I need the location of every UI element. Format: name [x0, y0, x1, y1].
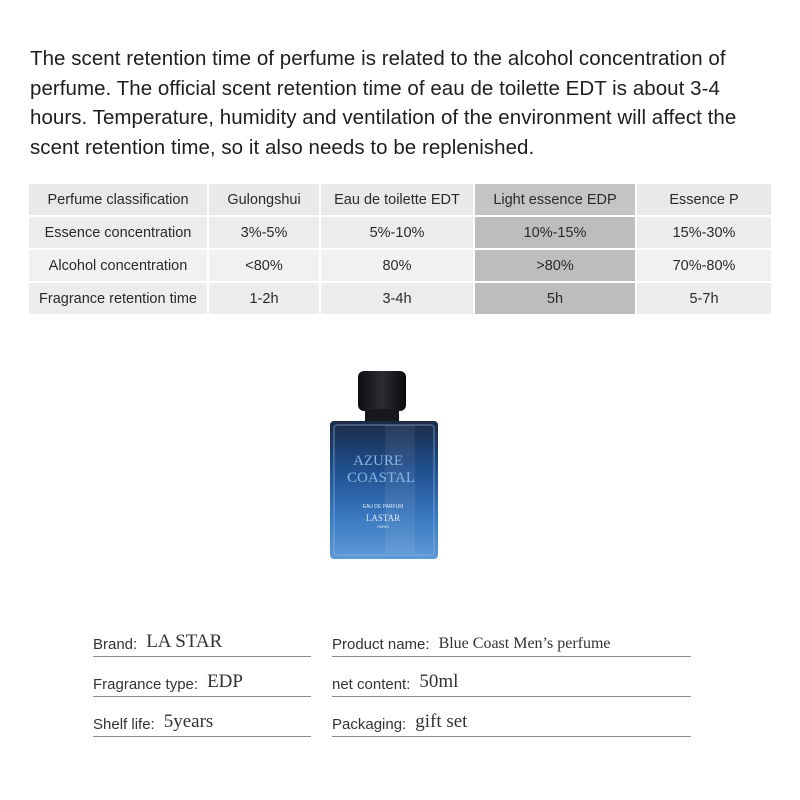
net-content-value: 50ml — [419, 671, 459, 692]
bottle-city-text: PARIS — [377, 524, 389, 529]
product-name-label: Product name: — [332, 636, 430, 653]
table-cell: 5%-10% — [321, 217, 473, 248]
perfume-classification-table — [27, 182, 773, 316]
table-cell: 80% — [321, 250, 473, 281]
table-cell-highlighted: 10%-15% — [475, 217, 635, 248]
table-header-cell: Essence P — [637, 184, 771, 215]
bottle-brand-text: LASTAR — [365, 513, 401, 523]
brand-label: Brand: — [93, 636, 138, 653]
table-row-label: Alcohol concentration — [29, 250, 207, 281]
brand-value: LA STAR — [146, 631, 223, 652]
perfume-bottle-image — [325, 365, 445, 565]
table-header-cell: Eau de toilette EDT — [321, 184, 473, 215]
product-name-value: Blue Coast Men’s perfume — [438, 635, 611, 652]
net-content-label: net content: — [332, 676, 411, 693]
bottle-glass — [330, 421, 438, 559]
table-cell: 3-4h — [321, 283, 473, 314]
table-row — [29, 217, 771, 248]
brand-field — [93, 624, 311, 657]
table-cell: 15%-30% — [637, 217, 771, 248]
bottle-label-line2: COASTAL — [347, 470, 415, 486]
packaging-field — [332, 704, 691, 737]
product-info — [93, 624, 691, 744]
packaging-label: Packaging: — [332, 716, 407, 733]
table-cell: 3%-5% — [209, 217, 319, 248]
info-row — [93, 624, 691, 664]
bottle-cap — [358, 371, 406, 411]
table-header-cell: Perfume classification — [29, 184, 207, 215]
fragrance-type-label: Fragrance type: — [93, 676, 199, 693]
info-row — [93, 664, 691, 704]
table-row-label: Fragrance retention time — [29, 283, 207, 314]
table-cell: <80% — [209, 250, 319, 281]
table-cell: 70%-80% — [637, 250, 771, 281]
table-cell-highlighted: 5h — [475, 283, 635, 314]
table-row-label: Essence concentration — [29, 217, 207, 248]
net-content-field — [332, 664, 691, 697]
bottle-neck — [365, 409, 399, 423]
table-cell: 5-7h — [637, 283, 771, 314]
table-header-cell-highlighted: Light essence EDP — [475, 184, 635, 215]
shelf-life-field — [93, 704, 311, 737]
table-header-cell: Gulongshui — [209, 184, 319, 215]
table-cell: 1-2h — [209, 283, 319, 314]
intro-text: The scent retention time of perfume is related to the alcohol concentration of perfume. The official scent retention time of eau de toilette EDT is about 3-4 hours. Temperature, humidity and ventilation of the environment will affect the scent retention time, so it also needs to be replenished. — [30, 47, 737, 159]
intro-paragraph — [30, 44, 780, 162]
info-row — [93, 704, 691, 744]
bottle-type-text: EAU DE PARFUM — [362, 504, 404, 510]
bottle-label-line1: AZURE — [353, 453, 403, 469]
fragrance-type-field — [93, 664, 311, 697]
table-cell-highlighted: >80% — [475, 250, 635, 281]
table-row — [29, 250, 771, 281]
packaging-value: gift set — [415, 711, 468, 732]
product-name-field — [332, 624, 691, 657]
table-row — [29, 283, 771, 314]
shelf-life-label: Shelf life: — [93, 716, 155, 733]
shelf-life-value: 5years — [163, 711, 214, 732]
table-header-row — [29, 184, 771, 215]
fragrance-type-value: EDP — [207, 671, 243, 692]
